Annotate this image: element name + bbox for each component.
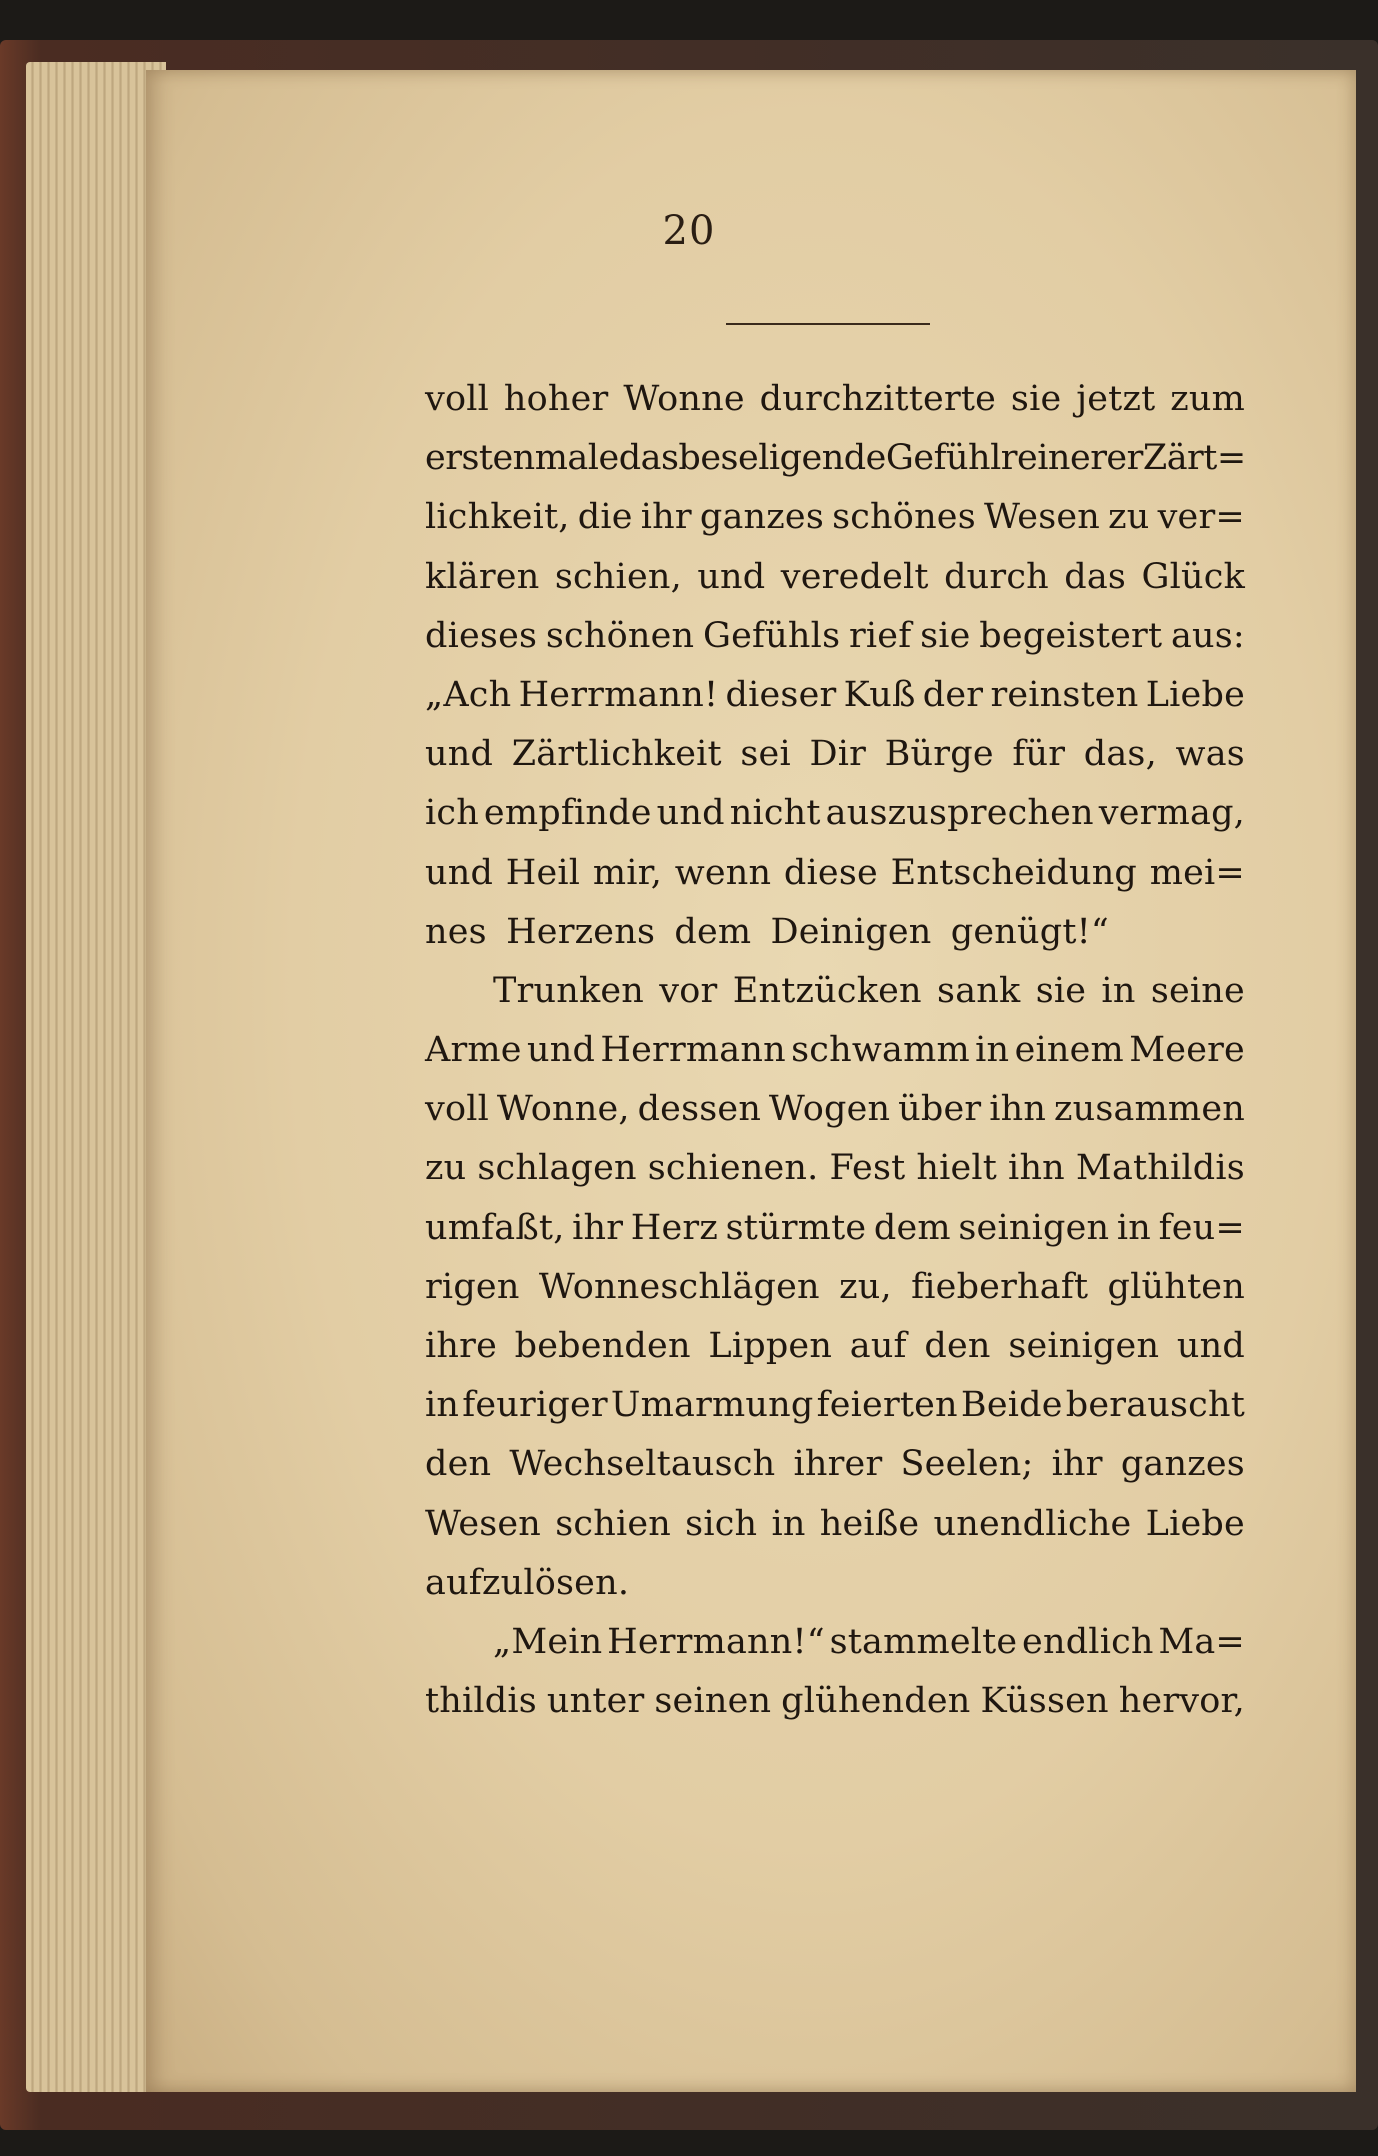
text-line: und Heil mir, wenn diese Entscheidung mei= xyxy=(425,852,1245,893)
text-line: Arme und Herrmann schwamm in einem Meere xyxy=(425,1030,1245,1071)
page-stack-edges xyxy=(26,62,166,2092)
text-line: „Ach Herrmann! dieser Kuß der reinsten Liebe xyxy=(425,674,1245,715)
text-line: Wesen schien sich in heiße unendliche Liebe xyxy=(425,1503,1245,1544)
text-line: Trunken vor Entzücken sank sie in seine xyxy=(493,970,1245,1011)
text-line: voll Wonne, dessen Wogen über ihn zusammen xyxy=(425,1089,1245,1130)
body-text xyxy=(425,370,1245,1731)
text-line: lichkeit, die ihr ganzes schönes Wesen zu ver= xyxy=(425,497,1245,538)
text-line: nes Herzens dem Deinigen genügt!“ xyxy=(425,911,1109,952)
text-line: „Mein Herrmann!“ stammelte endlich Ma= xyxy=(493,1621,1245,1662)
text-line: in feuriger Umarmung feierten Beide berauscht xyxy=(425,1385,1245,1426)
text-line: rigen Wonneschlägen zu, fieberhaft glühten xyxy=(425,1266,1245,1307)
text-line: voll hoher Wonne durchzitterte sie jetzt zum xyxy=(425,379,1245,419)
text-line: aufzulösen. xyxy=(425,1562,630,1603)
text-line: zu schlagen schienen. Fest hielt ihn Mathildis xyxy=(425,1148,1245,1189)
text-line: ihre bebenden Lippen auf den seinigen und xyxy=(425,1326,1245,1366)
text-line: ich empfinde und nicht auszusprechen vermag, xyxy=(425,793,1245,834)
text-line: den Wechseltausch ihrer Seelen; ihr ganzes xyxy=(425,1444,1245,1485)
text-line: erstenmale das beseligende Gefühl reinerer Zärt= xyxy=(425,438,1246,479)
text-line: klären schien, und veredelt durch das Glück xyxy=(425,556,1245,597)
header-rule xyxy=(726,323,930,325)
text-line: dieses schönen Gefühls rief sie begeistert aus: xyxy=(425,615,1245,656)
page-number: 20 xyxy=(662,208,716,254)
text-line: thildis unter seinen glühenden Küssen hervor, xyxy=(425,1681,1245,1722)
text-line: und Zärtlichkeit sei Dir Bürge für das, was xyxy=(425,734,1245,775)
text-line: umfaßt, ihr Herz stürmte dem seinigen in feu= xyxy=(425,1207,1245,1248)
